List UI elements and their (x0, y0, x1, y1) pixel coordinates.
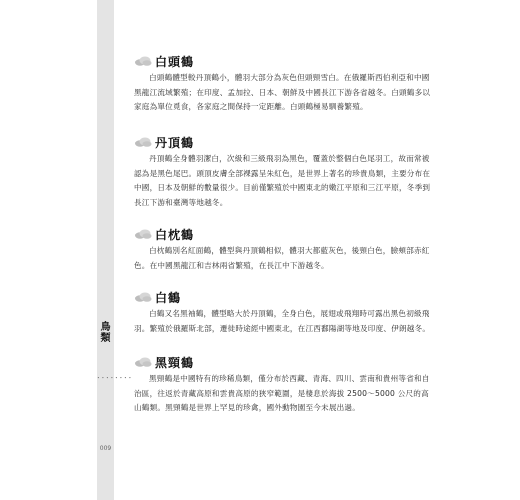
section-white-naped-crane (134, 226, 434, 273)
chapter-dots: ．．．．．．．． (97, 371, 138, 381)
section-title: 白枕鶴 (155, 227, 195, 242)
section-title: 白頭鶴 (155, 54, 195, 69)
section-black-necked (134, 354, 434, 416)
section-body: 白鶴又名黑袖鶴，體型略大於丹頂鶴，全身白色，展翅或飛翔時可露出黑色初級飛羽。繁殖於俄羅斯北部，遷徙時途經中國東北，在江西鄱陽湖等地及印度、伊朗越冬。 (134, 309, 431, 333)
page-number: 009 (99, 445, 112, 452)
cloud-icon (134, 357, 152, 367)
section-body: 丹頂鶴全身體羽潔白，次級和三級飛羽為黑色，覆蓋於整個白色尾羽工，故而常被認為是黑色尾巴。頭頂皮膚全部裸露呈朱紅色，是世界上著名的珍貴鳥類，主要分布在中國，日本及朝鮮的數量很少。目前僅繁殖於中國東北的嫩江平原和三江平原，冬季到長江下游和臺灣等地越冬。 (134, 154, 431, 207)
cloud-icon (134, 137, 152, 147)
section-siberian (134, 289, 434, 336)
chapter-title: 鳥類 (100, 322, 111, 344)
section-body: 黑頸鶴是中國特有的珍稀鳥類，僅分布於西藏、青海、四川、雲南和貴州等省和自治區，往返於青藏高原和雲貴高原的狹窄範圍，是棲息於海拔 2500～5000 公尺的高山鶴類。黑頸鶴是世界上罕見的珍禽，國外動物園至今未展出過。 (134, 374, 430, 412)
section-title: 丹頂鶴 (155, 135, 195, 150)
section-title: 白鶴 (155, 290, 182, 305)
section-body: 白枕鶴別名紅面鶴，體型與丹頂鶴相似，體羽大都藍灰色，後頸白色，臉頰部赤紅色。在中國黑龍江和吉林兩省繁殖，在長江中下游越冬。 (134, 246, 430, 270)
cloud-icon (134, 229, 152, 239)
cloud-icon (134, 292, 152, 302)
section-title: 黑頸鶴 (155, 355, 195, 370)
section-red-crowned (134, 134, 434, 210)
section-body: 白頭鶴體型較丹頂鶴小，體羽大部分為灰色但頭頸雪白。在俄羅斯西伯利亞和中國黑龍江流域繁殖；在印度、孟加拉、日本、朝鮮及中國長江下游各省越冬。白頭鶴多以家庭為單位覓食，各家庭之間保持一定距離。白頭鶴極易馴養繁殖。 (134, 73, 431, 111)
cloud-icon (134, 56, 152, 66)
section-white-naped (134, 53, 434, 115)
sidebar-strip (97, 0, 138, 500)
